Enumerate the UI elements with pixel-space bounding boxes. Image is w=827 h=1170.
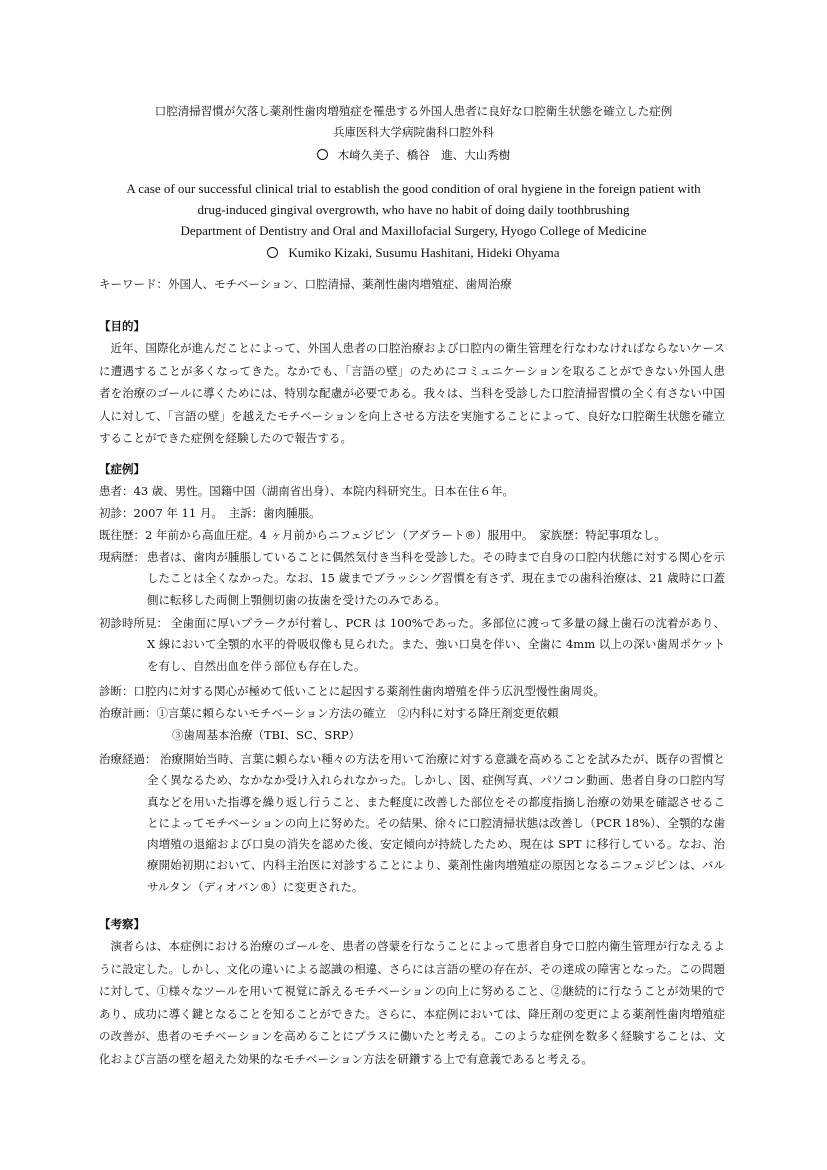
case-findings bbox=[99, 613, 725, 677]
case-course bbox=[99, 749, 725, 898]
course-label: 治療経過： bbox=[99, 752, 157, 766]
presenter-circle-icon bbox=[317, 149, 328, 160]
case-diagnosis: 診断：口腔内に対する関心が極めて低いことに起因する薬剤性歯肉増殖を伴う広汎型慢性歯周炎。 bbox=[99, 684, 605, 698]
en-title-line2: drug-induced gingival overgrowth, who have no habit of doing daily toothbrushing bbox=[197, 202, 630, 217]
present-text: 患者は、歯肉が腫脹していることに偶然気付き当科を受診した。その時まで自身の口腔内状態に対する関心を示したことは全くなかった。なお、15 歳までブラッシング習慣を有さず、現在までの歯科治療は、21 歳時に口蓋側に転移した両側上顎側切歯の抜歯を受けたのみである。 bbox=[147, 550, 725, 607]
case-patient: 患者：43 歳、男性。国籍中国（湖南省出身）、本院内科研究生。日本在住６年。 bbox=[99, 484, 515, 498]
en-affiliation: Department of Dentistry and Oral and Maxillofacial Surgery, Hyogo College of Medicine bbox=[180, 223, 647, 238]
keywords: キーワード：外国人、モチベーション、口腔清掃、薬剤性歯肉増殖症、歯周治療 bbox=[99, 277, 512, 291]
findings-label: 初診時所見： bbox=[99, 616, 168, 630]
presenter-circle-icon bbox=[267, 247, 278, 258]
jp-authors: 木﨑久美子、橋谷 進、大山秀樹 bbox=[337, 148, 511, 162]
jp-title: 口腔清掃習慣が欠落し薬剤性歯肉増殖症を罹患する外国人患者に良好な口腔衛生状態を確立した症例 bbox=[154, 104, 673, 118]
discussion-paragraph bbox=[99, 935, 725, 1070]
en-title-line1: A case of our successful clinical trial to establish the good condition of oral hygiene in the foreign patient with bbox=[126, 181, 701, 196]
case-plan-line1: 治療計画：①言葉に頼らないモチベーション方法の確立 ②内科に対する降圧剤変更依頼 bbox=[99, 706, 559, 720]
case-history: 既往歴：2 年前から高血圧症。4 ヶ月前からニフェジピン（アダラート®）服用中。 家族歴：特記事項なし。 bbox=[99, 528, 666, 542]
purpose-paragraph bbox=[99, 337, 725, 450]
discussion-text: 演者らは、本症例における治療のゴールを、患者の啓蒙を行なうことによって患者自身で口腔内衛生管理が行なえるように設定した。しかし、文化の違いによる認識の相違、さらには言語の壁の存在が、その達成の障害となった。この問題に対して、①様々なツールを用いて視覚に訴えるモチベーションの向上に努めること、②継続的に行なうことが効果的であり、成功に導く鍵となることを知ることができた。さらに、本症例においては、降圧剤の変更による薬剤性歯肉増殖症の改善が、患者のモチベーションを高めることにプラスに働いたと考える。このような症例を数多く経験することは、文化および言語の壁を超えた効果的なモチベーション方法を研鑽する上で有意義であると考える。 bbox=[99, 939, 725, 1066]
discussion-heading: 【考察】 bbox=[99, 917, 145, 931]
findings-text: 全歯面に厚いプラークが付着し、PCR は 100%であった。多部位に渡って多量の縁上歯石の沈着があり、X 線において全顎的水平的骨吸収像も見られた。また、強い口臭を伴い、全歯に 4mm 以上の深い歯周ポケットを有し、自然出血を伴う部位も存在した。 bbox=[147, 616, 725, 673]
case-first-visit: 初診：2007 年 11 月。 主訴：歯肉腫脹。 bbox=[99, 506, 321, 520]
jp-affiliation: 兵庫医科大学病院歯科口腔外科 bbox=[333, 125, 494, 139]
purpose-heading: 【目的】 bbox=[99, 319, 145, 333]
case-plan-line2: ③歯周基本治療（TBI、SC、SRP） bbox=[172, 728, 361, 742]
case-present-illness bbox=[99, 547, 725, 611]
jp-authors-line bbox=[0, 145, 827, 165]
present-label: 現病歴： bbox=[99, 550, 145, 564]
en-authors-line bbox=[0, 242, 827, 263]
en-authors: Kumiko Kizaki, Susumu Hashitani, Hideki Ohyama bbox=[288, 245, 560, 260]
course-text: 治療開始当時、言葉に頼らない種々の方法を用いて治療に対する意識を高めることを試みたが、既存の習慣と全く異なるため、なかなか受け入れられなかった。しかし、図、症例写真、パソコン動画、患者自身の口腔内写真などを用いた指導を繰り返し行うこと、また軽度に改善した部位をその都度指摘し治療の効果を確認させることによってモチベーションの向上に努めた。その結果、徐々に口腔清掃状態は改善し（PCR 18%）、全顎的な歯肉増殖の退縮および口臭の消失を認めた後、安定傾向が持続したため、現在は SPT に移行している。なお、治療開始初期において、内科主治医に対診することにより、薬剤性歯肉増殖症の原因となるニフェジピンは、バルサルタン（ディオバン®）に変更された。 bbox=[147, 752, 725, 894]
case-heading: 【症例】 bbox=[99, 462, 145, 476]
purpose-text: 近年、国際化が進んだことによって、外国人患者の口腔治療および口腔内の衛生管理を行なわなければならないケースに遭遇することが多くなってきた。なかでも、「言語の壁」のためにコミュニケーションを取ることができない外国人患者を治療のゴールに導くためには、特別な配慮が必要である。我々は、当科を受診した口腔清掃習慣の全く有さない中国人に対して、「言語の壁」を越えたモチベーションを向上させる方法を実施することによって、良好な口腔衛生状態を確立することができた症例を経験したので報告する。 bbox=[99, 341, 725, 445]
